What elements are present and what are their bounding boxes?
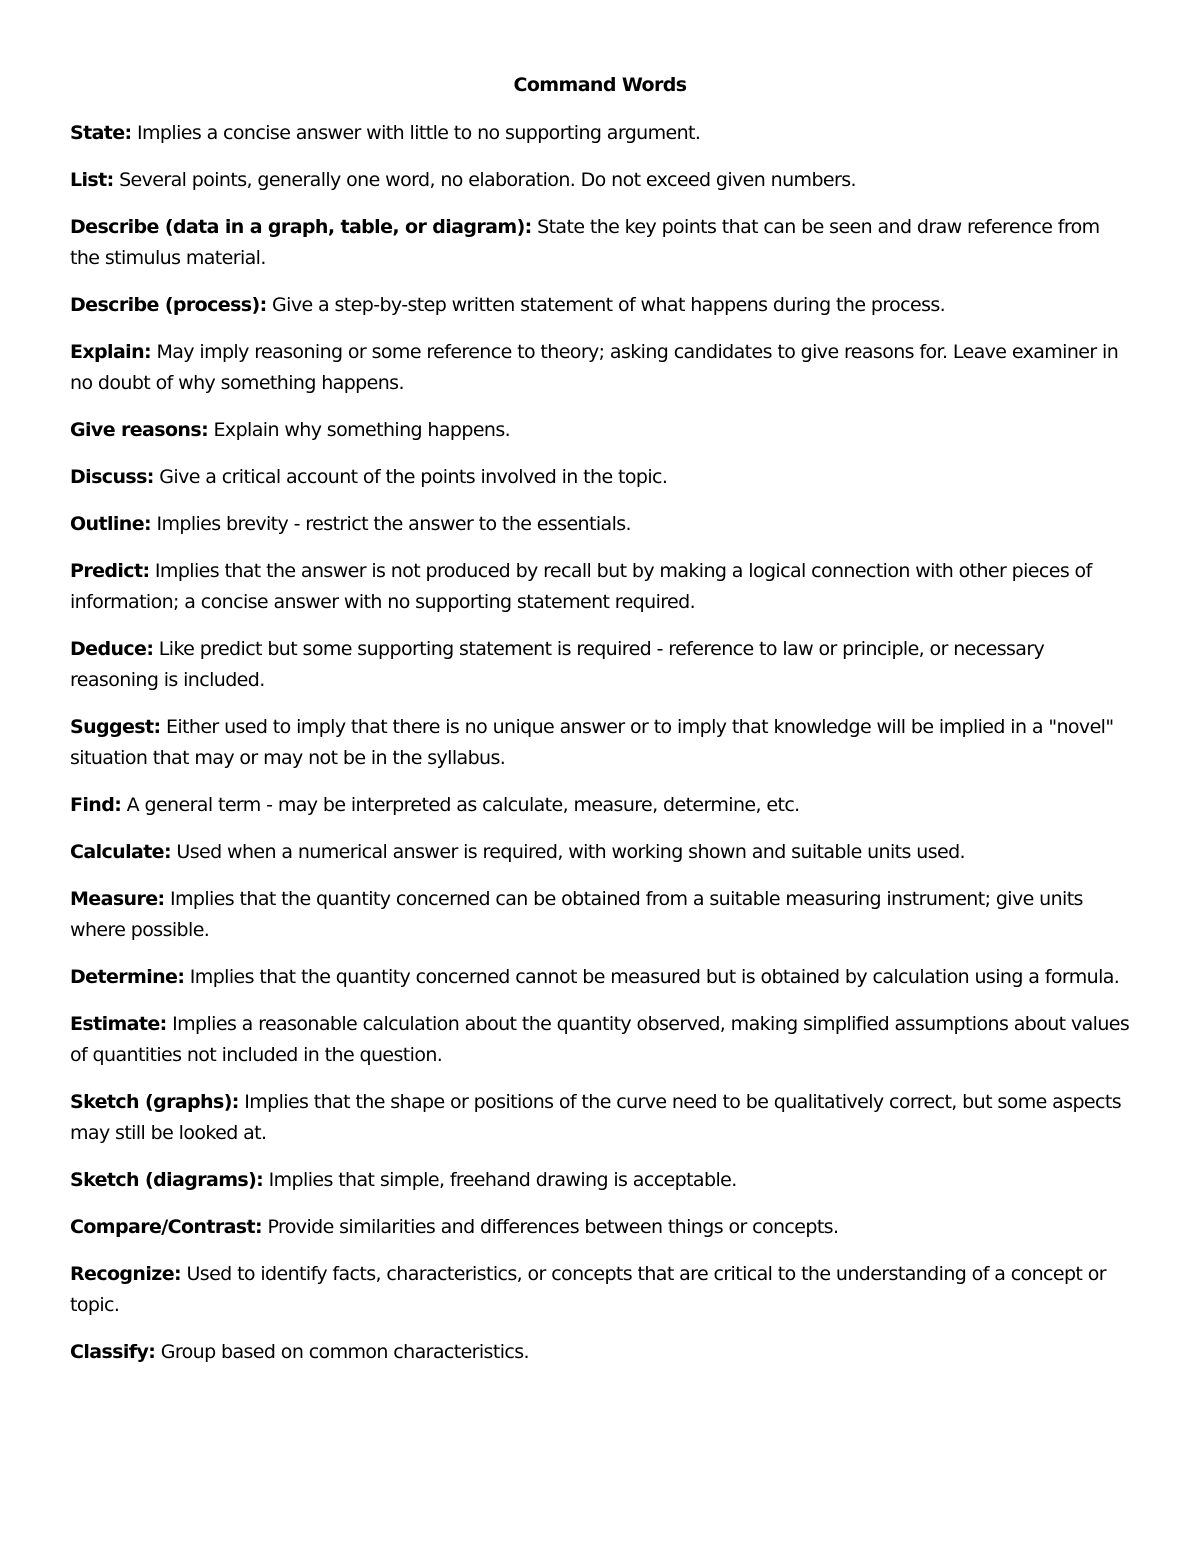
command-word-entry <box>70 212 1132 274</box>
command-word-term: Describe (process): <box>70 294 267 316</box>
command-word-definition: Used to identify facts, characteristics, or concepts that are critical to the understanding of a concept or topic. <box>70 1263 1106 1316</box>
command-word-term: Sketch (graphs): <box>70 1091 239 1113</box>
command-word-term: Classify: <box>70 1341 156 1363</box>
command-word-entry <box>70 1259 1132 1321</box>
command-word-definition: Give a critical account of the points involved in the topic. <box>159 466 668 488</box>
command-word-definition: State the key points that can be seen and draw reference from the stimulus material. <box>70 216 1100 269</box>
command-word-entry <box>70 118 1132 149</box>
command-word-entry <box>70 1009 1132 1071</box>
command-word-entry <box>70 1337 1132 1368</box>
command-word-definition: Implies that the quantity concerned cannot be measured but is obtained by calculation using a formula. <box>189 966 1120 988</box>
command-word-term: Explain: <box>70 341 152 363</box>
command-word-term: Recognize: <box>70 1263 182 1285</box>
command-word-term: State: <box>70 122 132 144</box>
command-word-term: Give reasons: <box>70 419 209 441</box>
command-word-entry <box>70 556 1132 618</box>
command-word-entry <box>70 634 1132 696</box>
command-word-list <box>70 118 1132 1384</box>
command-word-entry <box>70 1087 1132 1149</box>
document-title: Command Words <box>513 74 687 96</box>
command-word-term: Measure: <box>70 888 165 910</box>
command-word-entry <box>70 337 1132 399</box>
command-word-entry <box>70 509 1132 540</box>
command-word-term: Determine: <box>70 966 185 988</box>
command-word-entry <box>70 712 1132 774</box>
command-word-term: Calculate: <box>70 841 171 863</box>
command-word-entry <box>70 1165 1132 1196</box>
command-word-entry <box>70 1212 1132 1243</box>
command-word-term: Suggest: <box>70 716 161 738</box>
command-word-definition: May imply reasoning or some reference to theory; asking candidates to give reasons for. Leave examiner in no doubt of why something happens. <box>70 341 1119 394</box>
command-word-term: Predict: <box>70 560 150 582</box>
command-word-term: Deduce: <box>70 638 154 660</box>
command-word-entry <box>70 462 1132 493</box>
command-word-term: Describe (data in a graph, table, or diagram): <box>70 216 532 238</box>
command-word-entry <box>70 884 1132 946</box>
command-word-term: Estimate: <box>70 1013 167 1035</box>
command-word-definition: Implies a reasonable calculation about the quantity observed, making simplified assumptions about values of quantities not included in the question. <box>70 1013 1130 1066</box>
command-word-definition: Implies brevity - restrict the answer to the essentials. <box>156 513 631 535</box>
command-word-definition: Provide similarities and differences between things or concepts. <box>267 1216 839 1238</box>
command-word-definition: Several points, generally one word, no elaboration. Do not exceed given numbers. <box>119 169 856 191</box>
command-word-definition: Implies that the quantity concerned can be obtained from a suitable measuring instrument; give units where possible. <box>70 888 1083 941</box>
command-word-definition: A general term - may be interpreted as calculate, measure, determine, etc. <box>126 794 800 816</box>
command-word-definition: Give a step-by-step written statement of what happens during the process. <box>272 294 946 316</box>
command-word-entry <box>70 165 1132 196</box>
command-word-term: Compare/Contrast: <box>70 1216 262 1238</box>
command-word-definition: Explain why something happens. <box>213 419 511 441</box>
command-word-term: Find: <box>70 794 122 816</box>
command-word-entry <box>70 962 1132 993</box>
command-word-definition: Like predict but some supporting statement is required - reference to law or principle, or necessary reasoning is included. <box>70 638 1045 691</box>
command-word-entry <box>70 415 1132 446</box>
command-word-entry <box>70 290 1132 321</box>
command-word-definition: Implies that the answer is not produced by recall but by making a logical connection with other pieces of information; a concise answer with no supporting statement required. <box>70 560 1092 613</box>
command-word-entry <box>70 790 1132 821</box>
command-word-entry <box>70 837 1132 868</box>
command-word-definition: Either used to imply that there is no unique answer or to imply that knowledge will be implied in a "novel" situation that may or may not be in the syllabus. <box>70 716 1114 769</box>
command-word-term: Outline: <box>70 513 151 535</box>
command-word-definition: Implies that the shape or positions of the curve need to be qualitatively correct, but some aspects may still be looked at. <box>70 1091 1122 1144</box>
command-word-term: Discuss: <box>70 466 154 488</box>
command-word-term: List: <box>70 169 114 191</box>
command-word-term: Sketch (diagrams): <box>70 1169 264 1191</box>
command-word-definition: Group based on common characteristics. <box>160 1341 529 1363</box>
command-word-definition: Implies a concise answer with little to no supporting argument. <box>137 122 701 144</box>
command-word-definition: Implies that simple, freehand drawing is acceptable. <box>268 1169 737 1191</box>
command-word-definition: Used when a numerical answer is required, with working shown and suitable units used. <box>176 841 965 863</box>
